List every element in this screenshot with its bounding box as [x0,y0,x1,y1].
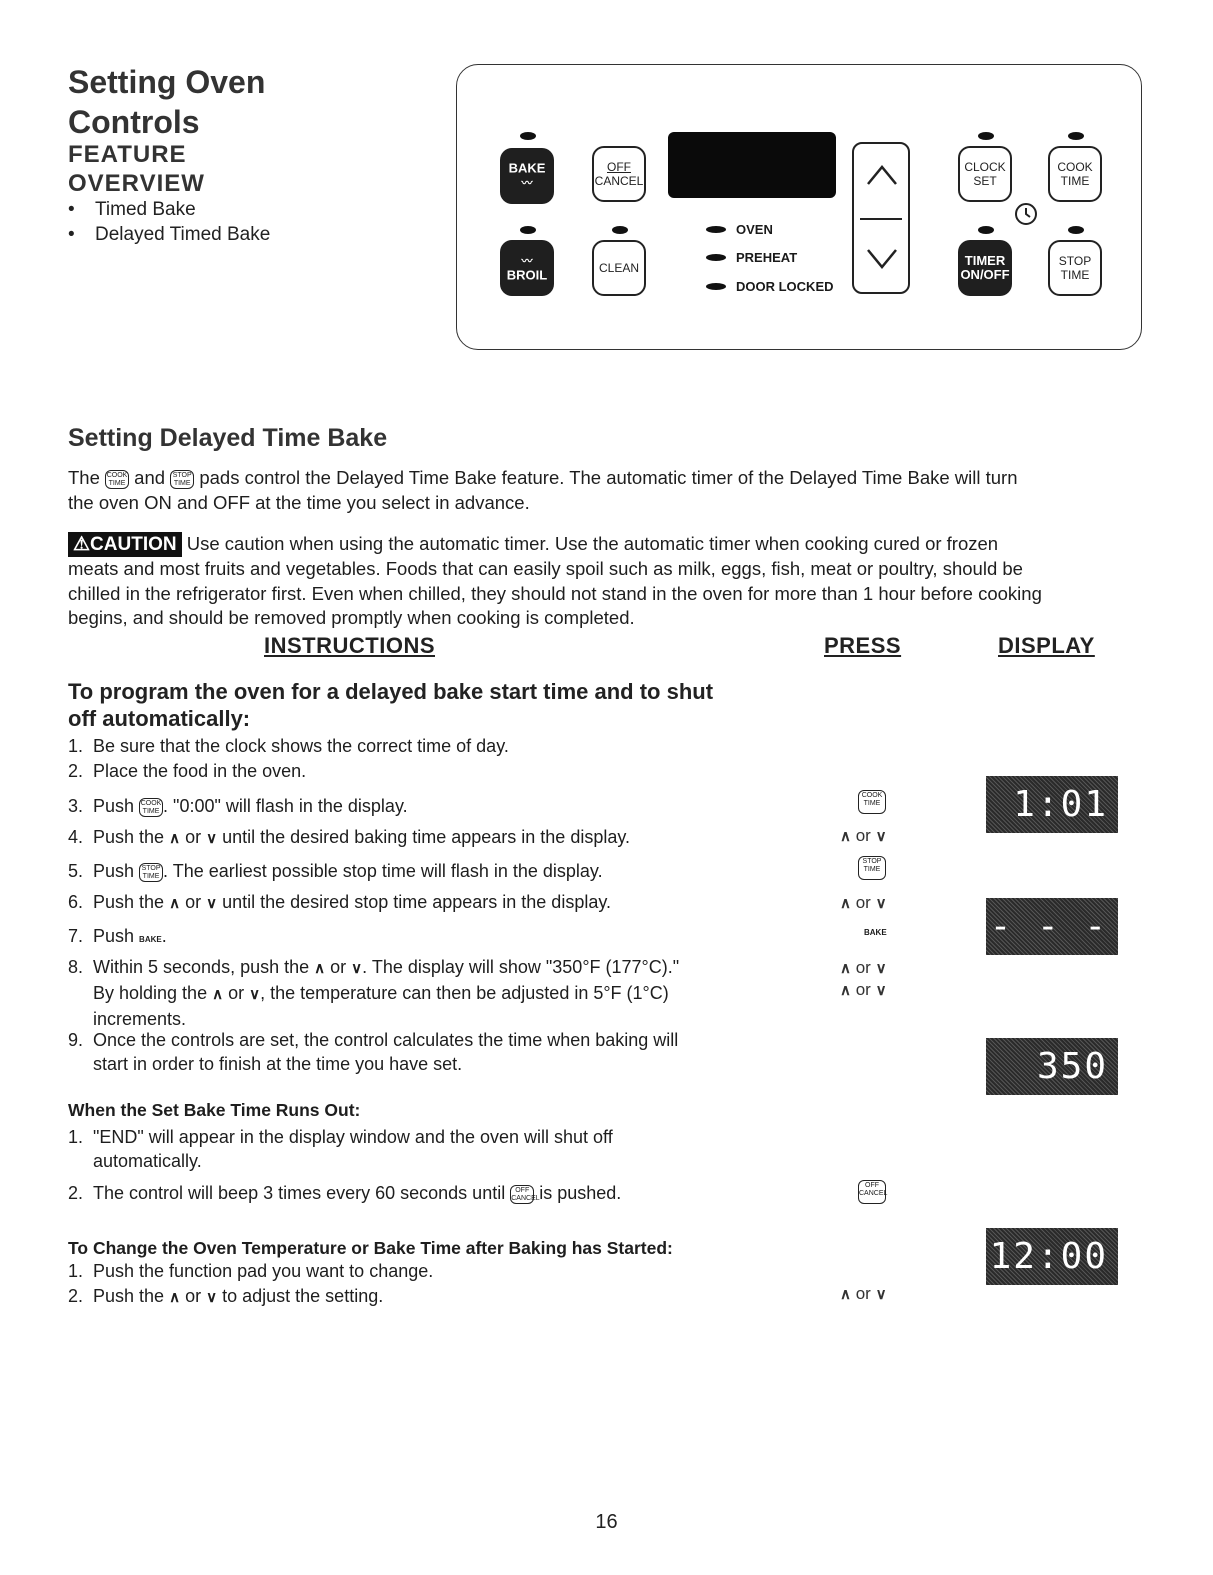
stop-time-pad-icon: STOP TIME [858,856,886,880]
door-locked-indicator: DOOR LOCKED [706,279,834,294]
control-panel [456,64,1142,350]
led-indicator [520,132,536,140]
led-indicator [520,226,536,234]
section-title: Setting Delayed Time Bake [68,424,388,452]
bullet-item: • Delayed Timed Bake [68,222,270,247]
display-readout: 350 [986,1038,1118,1095]
down-arrow-icon: ∨ [206,830,218,847]
cook-time-pad-icon: COOK TIME [858,790,886,814]
display-readout: 1:01 [986,776,1118,833]
feature-list [68,197,270,247]
step-4: 4. Push the ∧ or ∨ until the desired baking time appears in the display. [68,827,631,847]
down-arrow-icon: ∨ [206,1289,218,1306]
broil-pad[interactable]: 〰 BROIL [500,240,554,296]
oven-indicator: OVEN [706,222,773,237]
led-indicator [612,226,628,234]
timer-onoff-pad[interactable]: TIMER ON/OFF [958,240,1012,296]
up-arrow-icon: ∧ [314,960,326,977]
page-number: 16 [595,1511,618,1533]
program-heading: To program the oven for a delayed bake start time and to shut off automatically: [68,679,714,731]
col-press: PRESS [824,633,902,658]
col-display: DISPLAY [998,633,1095,658]
clock-set-pad[interactable]: CLOCK SET [958,146,1012,202]
off-cancel-pad[interactable]: OFF CANCEL [592,146,646,202]
step-5: 5. Push STOP TIME . The earliest possible stop time will flash in the display. [68,861,603,881]
stop-time-pad-icon: STOP TIME [139,863,163,882]
arrows-press: ∧ or ∨ [840,980,887,999]
display-window [668,132,836,198]
step-9: 9. Once the controls are set, the control calculates the time when baking will start in order to finish at the time you have set. [68,1030,679,1074]
caution-badge: ⚠CAUTION [68,532,182,557]
change-step-2: 2. Push the ∧ or ∨ to adjust the setting. [68,1286,384,1306]
change-step-1: 1. Push the function pad you want to change. [68,1261,434,1281]
preheat-indicator: PREHEAT [706,250,797,265]
stop-time-pad[interactable]: STOP TIME [1048,240,1102,296]
col-instructions: INSTRUCTIONS [264,633,435,658]
display-readout: 12:00 [986,1228,1118,1285]
step-7: 7. Push BAKE. [68,926,167,946]
led-indicator [1068,226,1084,234]
clean-pad[interactable]: CLEAN [592,240,646,296]
stop-time-pad-icon: STOP TIME [170,470,194,489]
bake-pad-icon: BAKE [864,928,887,937]
up-arrow-icon[interactable] [866,164,898,186]
arrows-press: ∧ or ∨ [840,1284,887,1303]
runout-heading: When the Set Bake Time Runs Out: [68,1100,361,1120]
up-arrow-icon: ∧ [169,830,181,847]
runout-step-1: 1. "END" will appear in the display window and the oven will shut off automatically. [68,1127,613,1171]
cook-time-pad-icon: COOK TIME [106,471,128,487]
intro-paragraph: The COOK TIME and STOP TIME pads control the Delayed Time Bake feature. The automatic timer of the Delayed Time Bake will turn the oven ON and OFF at the time you select in advance. [68,467,1018,513]
down-arrow-icon[interactable] [866,248,898,270]
caution-paragraph: ⚠CAUTION Use caution when using the automatic timer. Use the automatic timer when cooking cured or frozen meats and most fruits and vegetables. Foods that can easily spoil such as milk, eggs, fish, meat or poultry, should be chilled in the refrigerator first. Even when chilled, they should not stand in the oven for more than 1 hour before cooking begins, and should be removed promptly when cooking is completed. [68,533,1042,628]
led-indicator [978,226,994,234]
step-2: 2. Place the food in the oven. [68,761,307,781]
down-arrow-icon: ∨ [206,895,218,912]
down-arrow-icon: ∨ [351,960,363,977]
arrows-press: ∧ or ∨ [840,826,887,845]
up-arrow-icon: ∧ [212,986,224,1003]
clock-icon [1014,202,1038,226]
step-1: 1. Be sure that the clock shows the correct time of day. [68,736,509,756]
arrows-press: ∧ or ∨ [840,958,887,977]
step-6: 6. Push the ∧ or ∨ until the desired stop time appears in the display. [68,892,611,912]
cook-time-pad-icon: COOK TIME [140,799,162,815]
up-arrow-icon: ∧ [169,1289,181,1306]
led-indicator [978,132,994,140]
cook-time-pad[interactable]: COOK TIME [1048,146,1102,202]
runout-step-2: 2. The control will beep 3 times every 60 seconds until OFF CANCEL is pushed. [68,1183,622,1203]
bullet-item: • Timed Bake [68,197,270,222]
page-title [68,62,265,142]
feature-overview [68,140,205,198]
title-line2: Controls [68,104,200,140]
title-line1: Setting Oven [68,64,266,100]
change-heading: To Change the Oven Temperature or Bake Time after Baking has Started: [68,1238,673,1258]
display-readout: - - - [986,898,1118,955]
down-arrow-icon: ∨ [249,986,261,1003]
off-cancel-pad-icon: OFF CANCEL [511,1186,540,1202]
up-arrow-icon: ∧ [169,895,181,912]
led-indicator [1068,132,1084,140]
arrow-pads [852,142,910,294]
bake-pad[interactable]: BAKE 〰 [500,148,554,204]
subtitle-line2: OVERVIEW [68,170,205,197]
subtitle-line1: FEATURE [68,141,187,168]
step-8: 8. Within 5 seconds, push the ∧ or ∨. The display will show "350°F (177°C)." By holding the ∧ or ∨, the temperature can then be adjusted in 5°F (1°C) increments. [68,957,680,1029]
bake-pad-icon: BAKE [139,935,162,944]
step-3: 3. Push COOK TIME . "0:00" will flash in the display. [68,796,408,816]
arrows-press: ∧ or ∨ [840,893,887,912]
off-cancel-pad-icon: OFF CANCEL [858,1180,886,1204]
